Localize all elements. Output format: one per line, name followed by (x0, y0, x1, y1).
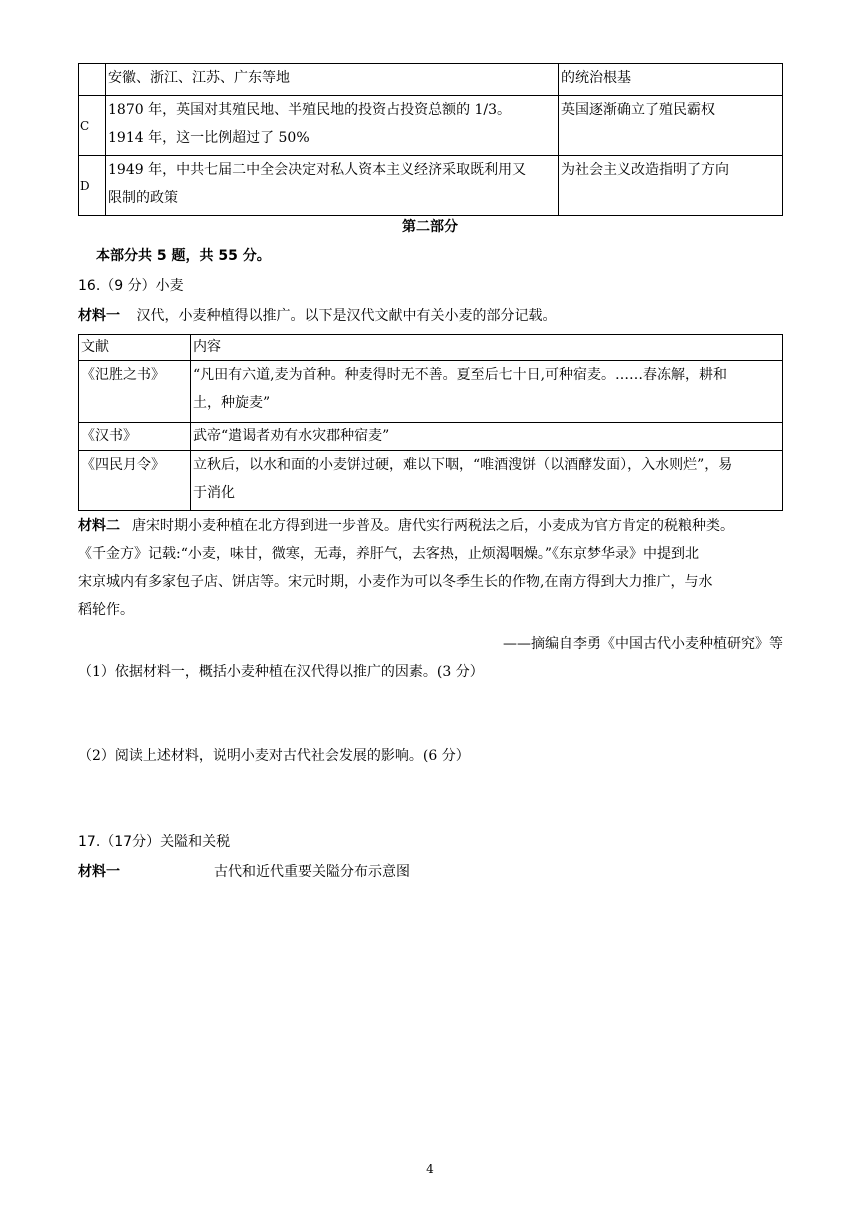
table-row (79, 361, 783, 423)
choice-result: 的统治根基 (559, 64, 783, 96)
choice-event: 1870 年，英国对其殖民地、半殖民地的投资占投资总额的 1/3。 1914 年，这一比例超过了 50% (106, 96, 559, 156)
material-label: 材料一 (78, 864, 120, 880)
table-header-row (79, 335, 783, 361)
wheat-records-table (78, 334, 783, 511)
question-16-heading: 16.（9 分）小麦 (78, 278, 184, 294)
choice-event: 1949 年，中共七届二中全会决定对私人资本主义经济采取既利用又 限制的政策 (106, 156, 559, 216)
column-header: 内容 (191, 335, 783, 361)
table-row (79, 96, 783, 156)
source-cell: 《氾胜之书》 (79, 361, 191, 423)
table-row (79, 156, 783, 216)
map-caption: 古代和近代重要关隘分布示意图 (214, 864, 410, 880)
table-row (79, 451, 783, 511)
source-cell: 《汉书》 (79, 423, 191, 451)
choice-letter: D (79, 156, 106, 216)
choice-letter: C (79, 96, 106, 156)
table-row (79, 64, 783, 96)
choice-event: 安徽、浙江、江苏、广东等地 (106, 64, 559, 96)
material-text: 汉代，小麦种植得以推广。以下是汉代文献中有关小麦的部分记载。 (136, 308, 557, 324)
material-1-line (78, 862, 410, 882)
choice-letter (79, 64, 106, 96)
material-label: 材料二 (78, 518, 120, 534)
material-1-line (78, 306, 556, 326)
content-cell: 立秋后，以水和面的小麦饼过硬，难以下咽，“唯酒溲饼（以酒酵发面），入水则烂”，易 于消化 (191, 451, 783, 511)
part-title: 第二部分 (402, 219, 458, 235)
part-intro: 本部分共 5 题，共 55 分。 (96, 248, 271, 264)
material-2-paragraph: 材料二 唐宋时期小麦种植在北方得到进一步普及。唐代实行两税法之后，小麦成为官方肯定的税粮种类。 《千金方》记载:“小麦，味甘，微寒，无毒，养肝气，去客热，止烦渴咽燥。”《东京梦华录》中提到北 宋京城内有多家包子店、饼店等。宋元时期，小麦作为可以冬季生长的作物,在南方得到大力推广，与水 稻轮作。 (78, 518, 734, 618)
sub-question-1: （1）依据材料一，概括小麦种植在汉代得以推广的因素。(3 分） (78, 664, 484, 680)
question-17-heading: 17.（17分）关隘和关税 (78, 834, 231, 850)
material-label: 材料一 (78, 308, 120, 324)
content-cell: “凡田有六道,麦为首种。种麦得时无不善。夏至后七十日,可种宿麦。……春冻解，耕和 土，种旋麦” (191, 361, 783, 423)
source-cell: 《四民月令》 (79, 451, 191, 511)
sub-question-2: （2）阅读上述材料，说明小麦对古代社会发展的影响。(6 分） (78, 748, 470, 764)
table-row (79, 423, 783, 451)
content-cell: 武帝“遣谒者劝有水灾郡种宿麦” (191, 423, 783, 451)
choice-result: 英国逐渐确立了殖民霸权 (559, 96, 783, 156)
source-note: ——摘编自李勇《中国古代小麦种植研究》等 (503, 636, 783, 652)
choice-table (78, 63, 783, 216)
column-header: 文献 (79, 335, 191, 361)
page-number: 4 (426, 1162, 434, 1176)
choice-result: 为社会主义改造指明了方向 (559, 156, 783, 216)
